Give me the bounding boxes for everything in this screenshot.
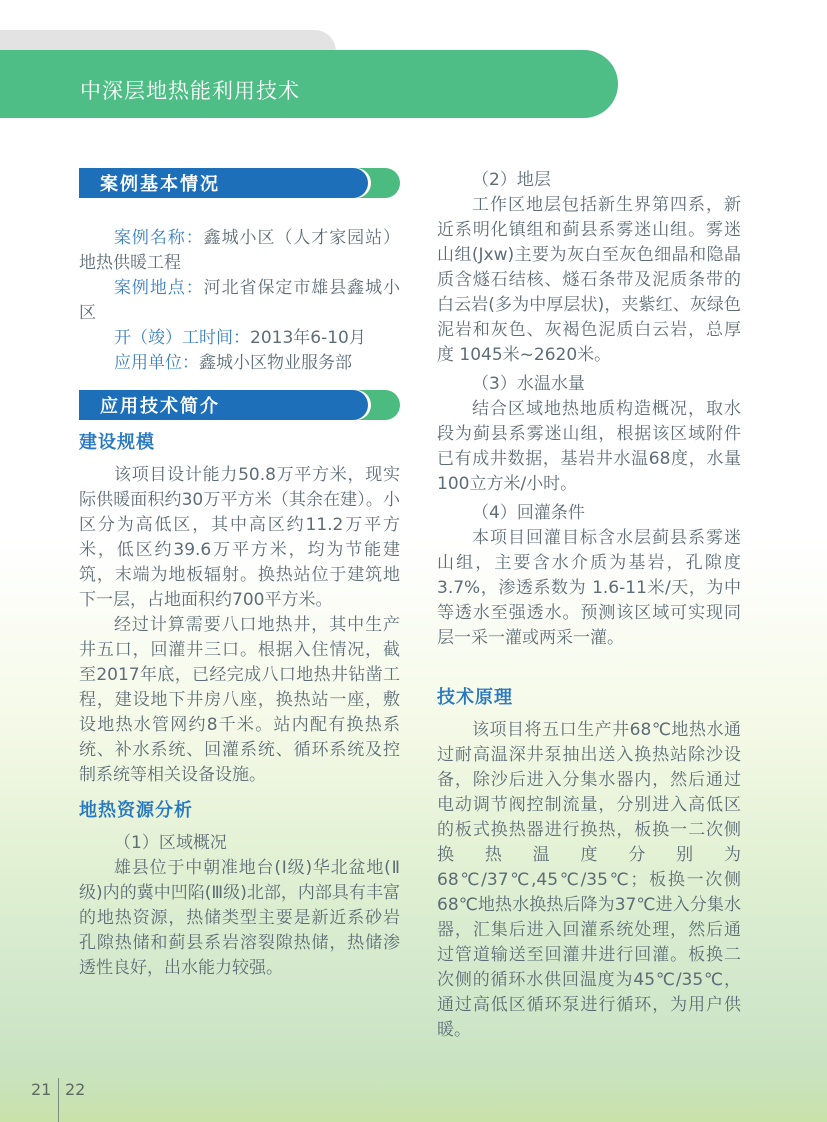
banner-blue-pill [79,390,368,420]
heading-construction-scale: 建设规模 [79,432,155,453]
footer-divider-line [58,1078,59,1122]
strata-para: 工作区地层包括新生界第四系，新近系明化镇组和蓟县系雾迷山组。雾迷山组(Jxw)主要为灰白至灰色细晶和隐晶质含燧石结核、燧石条带及泥质条带的白云岩(多为中厚层状)，夹紫红、灰绿色泥岩和灰色、灰褐色泥质白云岩，总厚度 1045米~2620米。 [437,195,741,365]
banner-case-info-label: 案例基本情况 [100,174,220,195]
case-info-block [79,226,400,376]
construction-scale-para2: 经过计算需要八口地热井，其中生产井五口，回灌井三口。根据入住情况，截至2017年底，已经完成八口地热井钻凿工程，建设地下井房八座，换热站一座，敷设地热水管网约8千米。站内配有换热系统、补水系统、回灌系统、循环系统及控制系统等相关设备设施。 [79,615,400,785]
banner-case-info [79,168,400,198]
subheading-region-overview: （1）区域概况 [114,833,227,853]
case-field-location-label: 案例地点： [114,278,204,298]
chapter-title: 中深层地热能利用技术 [80,79,300,103]
case-field-unit [79,351,400,376]
region-overview-para: 雄县位于中朝准地台(Ⅰ级)华北盆地(Ⅱ级)内的冀中凹陷(Ⅲ级)北部，内部具有丰富的地热资源，热储类型主要是新近系砂岩孔隙热储和蓟县系岩溶裂隙热储，热储渗透性良好，出水能力较强。 [79,858,400,978]
page-number-left: 21 [31,1080,52,1099]
page-number-right: 22 [65,1080,86,1099]
case-field-date-value: 2013年6-10月 [250,328,366,348]
subheading-reinjection: （4）回灌条件 [472,503,585,523]
tech-principle-para: 该项目将五口生产井68℃地热水通过耐高温深井泵抽出送入换热站除沙设备，除沙后进入分集水器内，然后通过电动调节阀控制流量，分别进入高低区的板式换热器进行换热，板换一二次侧换热温度分别为68℃/37℃,45℃/35℃；板换一次侧68℃地热水换热后降为37℃进入分集水器，汇集后进入回灌系统处理，然后通过管道输送至回灌井进行回灌。板换二次侧的循环水供回温度为45℃/35℃，通过高低区循环泵进行循环，为用户供暖。 [437,720,741,1040]
banner-tech-intro [79,390,400,420]
water-temp-para: 结合区域地热地质构造概况，取水段为蓟县系雾迷山组，根据该区域附件已有成井数据，基岩井水温68度，水量100立方米/小时。 [437,399,741,494]
case-field-name-value: 鑫城小区（人才家园站）地热供暖工程 [79,228,401,273]
case-field-name [79,226,400,276]
case-field-location [79,276,400,326]
subheading-water-temp: （3）水温水量 [472,374,585,394]
case-field-date [79,326,400,351]
construction-scale-para1: 该项目设计能力50.8万平方米，现实际供暖面积约30万平方米（其余在建）。小区分为高低区，其中高区约11.2万平方米，低区约39.6万平方米，均为节能建筑，末端为地板辐射。换热站位于建筑地下一层，占地面积约700平方米。 [79,465,400,610]
subheading-strata: （2）地层 [472,170,551,190]
case-field-location-value: 河北省保定市雄县鑫城小区 [79,278,401,323]
banner-tech-intro-label: 应用技术简介 [100,396,220,417]
banner-blue-pill [79,168,368,198]
heading-geothermal-analysis: 地热资源分析 [79,800,193,821]
left-column [79,168,400,981]
reinjection-para: 本项目回灌目标含水层蓟县系雾迷山组，主要含水介质为基岩，孔隙度3.7%，渗透系数为 1.6-11米/天，为中等透水至强透水。预测该区域可实现同层一采一灌或两采一灌。 [437,528,741,648]
chapter-header-band [0,50,618,118]
case-field-name-label: 案例名称： [114,228,204,248]
right-column [437,168,741,1043]
heading-tech-principle: 技术原理 [437,687,513,708]
case-field-date-label: 开（竣）工时间： [114,328,250,348]
case-field-unit-value: 鑫城小区物业服务部 [199,353,352,373]
case-field-unit-label: 应用单位： [114,353,199,373]
